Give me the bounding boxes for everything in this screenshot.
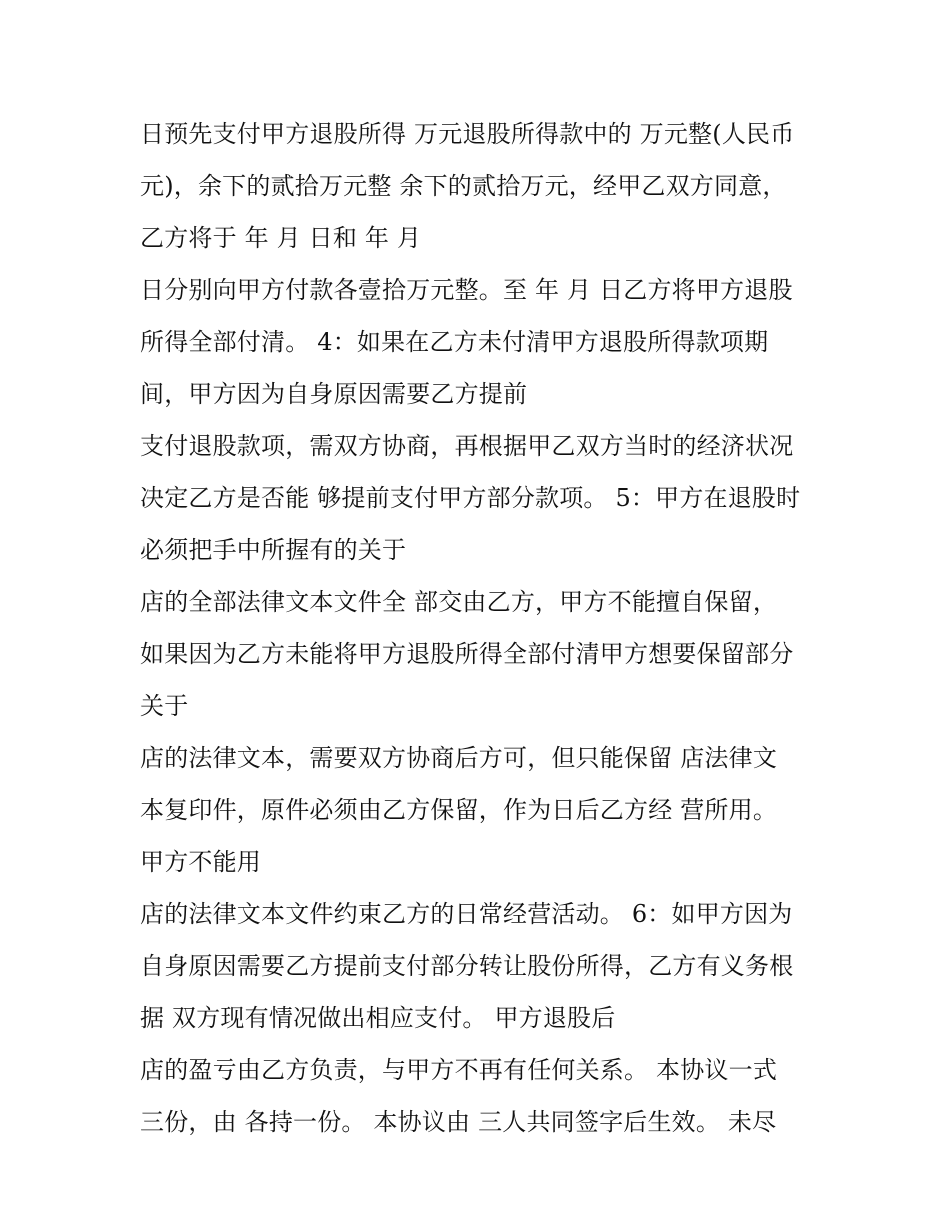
text-line: 据 双方现有情况做出相应支付。 甲方退股后 xyxy=(140,1004,616,1032)
text-line: 所得全部付清。 4：如果在乙方未付清甲方退股所得款项期 xyxy=(140,328,769,356)
text-line: 决定乙方是否能 够提前支付甲方部分款项。 5：甲方在退股时 xyxy=(140,484,801,512)
text-line: 店的法律文本，需要双方协商后方可，但只能保留 店法律文 xyxy=(140,744,778,772)
text-line: 本复印件，原件必须由乙方保留，作为日后乙方经 营所用。 xyxy=(140,796,778,824)
text-line: 必须把手中所握有的关于 xyxy=(140,536,407,564)
text-line: 店的法律文本文件约束乙方的日常经营活动。 6：如甲方因为 xyxy=(140,900,793,928)
document-text-body xyxy=(140,108,840,1148)
text-line: 日分别向甲方付款各壹拾万元整。至 年 月 日乙方将甲方退股 xyxy=(140,276,793,304)
text-line: 间，甲方因为自身原因需要乙方提前 xyxy=(140,380,528,408)
text-line: 如果因为乙方未能将甲方退股所得全部付清甲方想要保留部分 xyxy=(140,640,794,668)
text-line: 店的盈亏由乙方负责，与甲方不再有任何关系。 本协议一式 xyxy=(140,1056,778,1084)
text-line: 自身原因需要乙方提前支付部分转让股份所得，乙方有义务根 xyxy=(140,952,794,980)
text-line: 店的全部法律文本文件全 部交由乙方，甲方不能擅自保留， xyxy=(140,588,778,616)
text-line: 支付退股款项，需双方协商，再根据甲乙双方当时的经济状况 xyxy=(140,432,794,460)
text-line: 日预先支付甲方退股所得 万元退股所得款中的 万元整(人民币 xyxy=(140,120,795,148)
text-line: 元)，余下的贰拾万元整 余下的贰拾万元，经甲乙双方同意， xyxy=(140,172,787,200)
text-line: 乙方将于 年 月 日和 年 月 xyxy=(140,224,422,252)
text-line: 三份，由 各持一份。 本协议由 三人共同签字后生效。 未尽 xyxy=(140,1108,777,1136)
text-line: 关于 xyxy=(140,692,189,720)
text-line: 甲方不能用 xyxy=(140,848,261,876)
